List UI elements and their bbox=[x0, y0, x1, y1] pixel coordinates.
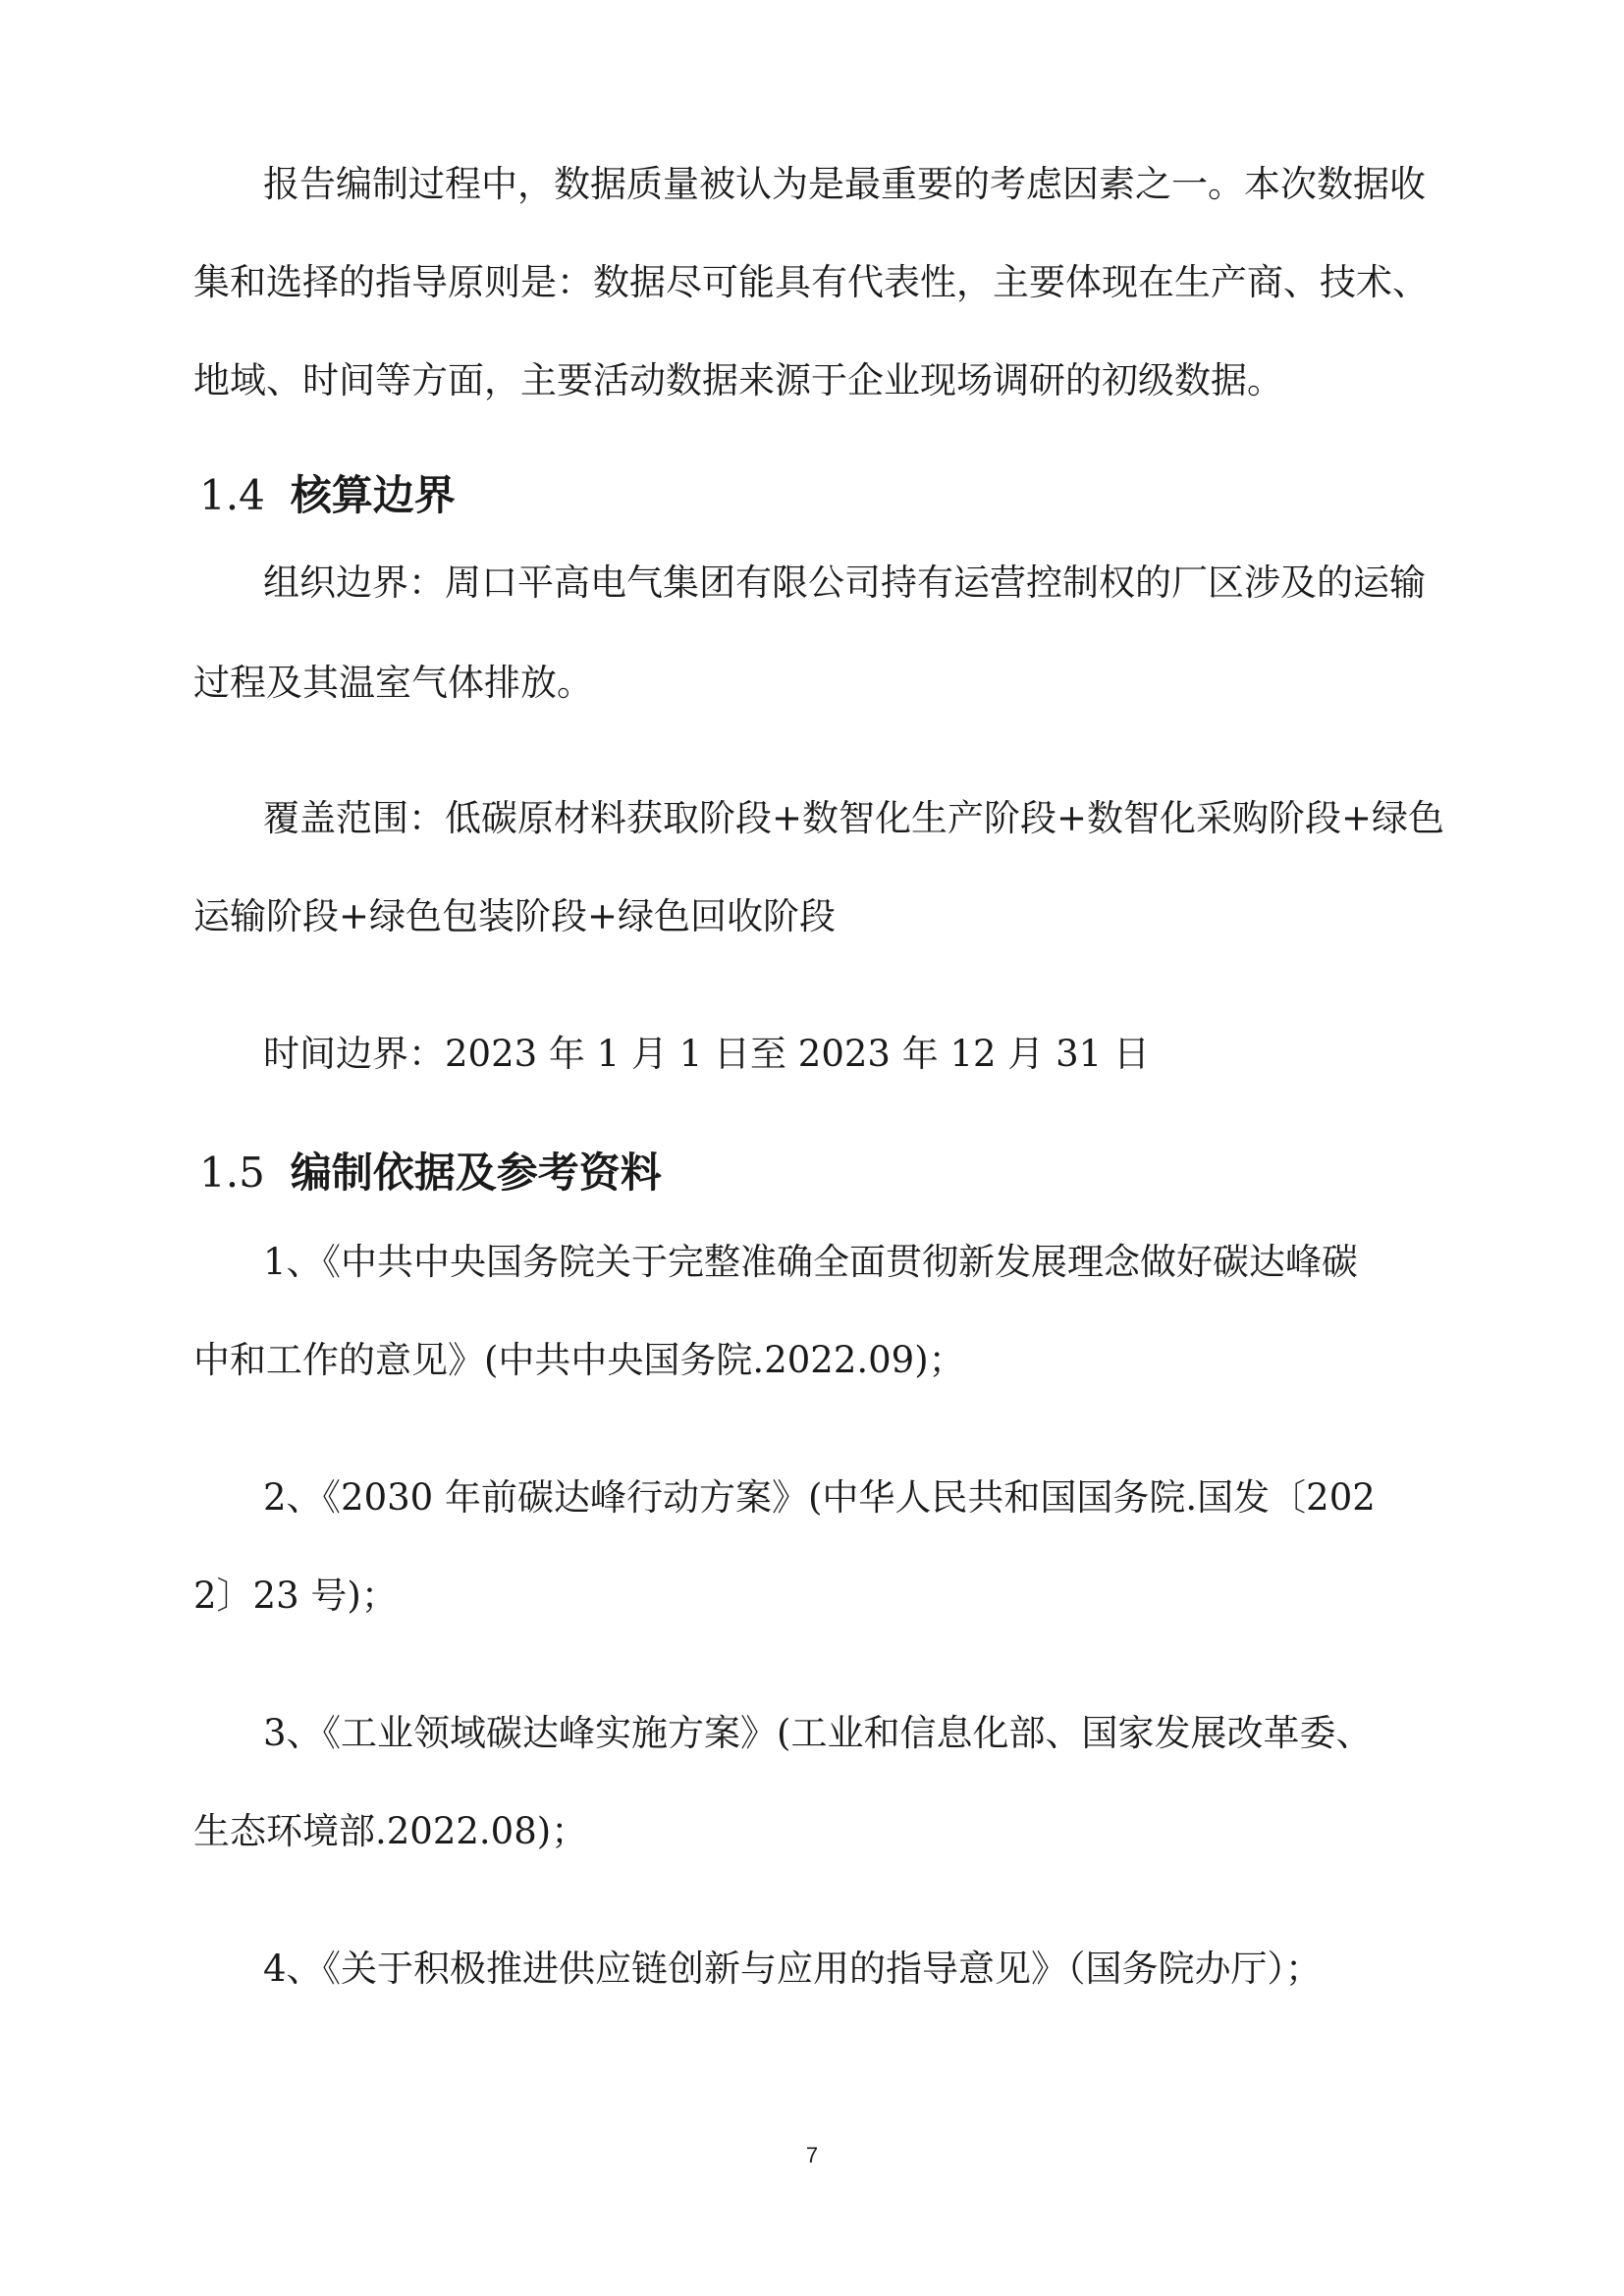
reference-3-line-2: 生态环境部.2022.08)； bbox=[193, 1810, 588, 1852]
coverage-line-1: 覆盖范围：低碳原材料获取阶段+数智化生产阶段+数智化采购阶段+绿色 bbox=[263, 797, 1445, 839]
time-boundary: 时间边界：2023 年 1 月 1 日至 2023 年 12 月 31 日 bbox=[263, 1033, 1150, 1075]
paragraph-data-quality-line-3: 地域、时间等方面，主要活动数据来源于企业现场调研的初级数据。 bbox=[193, 359, 1283, 401]
reference-1-line-2: 中和工作的意见》(中共中央国务院.2022.09)； bbox=[193, 1339, 965, 1381]
section-title: 编制依据及参考资料 bbox=[290, 1148, 662, 1197]
section-title: 核算边界 bbox=[290, 471, 456, 519]
page-number: 7 bbox=[805, 2143, 819, 2167]
org-boundary-line-2: 过程及其温室气体排放。 bbox=[193, 662, 593, 704]
section-heading-1-4 bbox=[199, 469, 456, 522]
section-heading-1-5 bbox=[199, 1147, 662, 1200]
section-number: 1.5 bbox=[199, 1148, 265, 1197]
section-number: 1.4 bbox=[199, 471, 265, 519]
reference-2-line-2: 2〕23 号)； bbox=[193, 1575, 398, 1617]
reference-3-line-1: 3、《工业领域碳达峰实施方案》(工业和信息化部、国家发展改革委、 bbox=[263, 1712, 1373, 1754]
reference-1-line-1: 1、《中共中央国务院关于完整准确全面贯彻新发展理念做好碳达峰碳 bbox=[263, 1241, 1359, 1283]
reference-2-line-1: 2、《2030 年前碳达峰行动方案》(中华人民共和国国务院.国发〔202 bbox=[263, 1476, 1376, 1519]
coverage-line-2: 运输阶段+绿色包装阶段+绿色回收阶段 bbox=[193, 895, 837, 937]
org-boundary-line-1: 组织边界：周口平高电气集团有限公司持有运营控制权的厂区涉及的运输 bbox=[263, 561, 1426, 604]
paragraph-data-quality-line-1: 报告编制过程中，数据质量被认为是最重要的考虑因素之一。本次数据收 bbox=[263, 163, 1426, 205]
paragraph-data-quality-line-2: 集和选择的指导原则是：数据尽可能具有代表性，主要体现在生产商、技术、 bbox=[193, 261, 1429, 303]
reference-4-line-1: 4、《关于积极推进供应链创新与应用的指导意见》（国务院办厅）； bbox=[263, 1948, 1323, 1990]
